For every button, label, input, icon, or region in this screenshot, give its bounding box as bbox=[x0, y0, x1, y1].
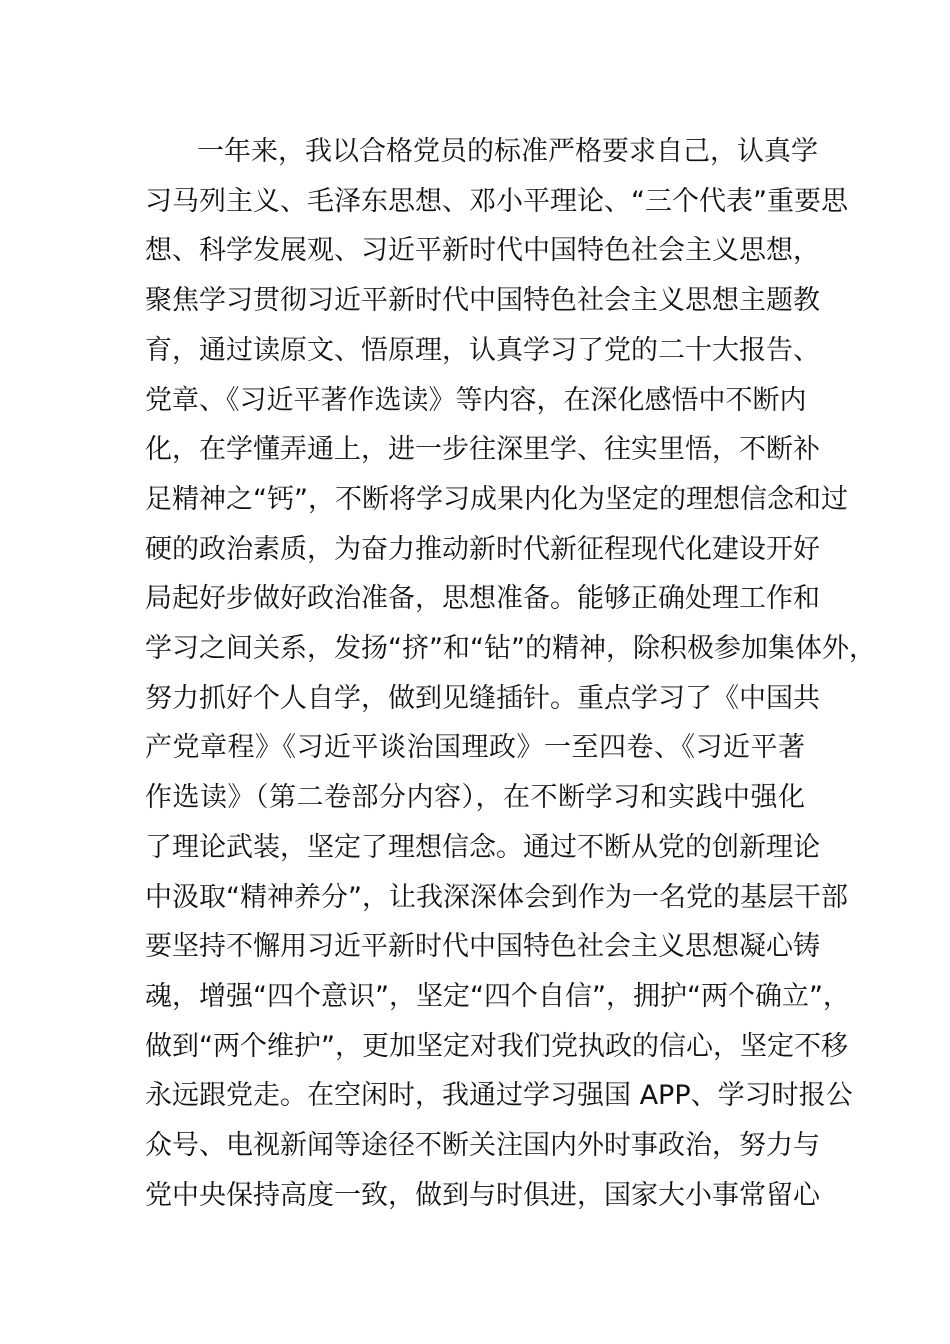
paragraph-line: 育，通过读原文、悟原理，认真学习了党的二十大报告、 bbox=[145, 334, 820, 366]
paragraph-line: 了理论武装，坚定了理想信念。通过不断从党的创新理论 bbox=[145, 831, 820, 863]
paragraph-line: 党中央保持高度一致，做到与时俱进，国家大小事常留心 bbox=[145, 1179, 820, 1211]
paragraph-line: 众号、电视新闻等途径不断关注国内外时事政治，努力与 bbox=[145, 1130, 820, 1161]
paragraph-line: 局起好步做好政治准备，思想准备。能够正确处理工作和 bbox=[145, 583, 820, 615]
paragraph-line: 聚焦学习贯彻习近平新时代中国特色社会主义思想主题教 bbox=[145, 285, 820, 317]
paragraph-line: 硬的政治素质，为奋力推动新时代新征程现代化建设开好 bbox=[145, 533, 820, 565]
paragraph-line: 永远跟党走。在空闲时，我通过学习强国 APP、学习时报公 bbox=[145, 1080, 853, 1112]
paragraph-line: 足精神之“钙”，不断将学习成果内化为坚定的理想信念和过 bbox=[145, 483, 848, 515]
paragraph-line: 想、科学发展观、习近平新时代中国特色社会主义思想， bbox=[145, 235, 820, 267]
paragraph-line: 化，在学懂弄通上，进一步往深里学、往实里悟，不断补 bbox=[145, 434, 820, 466]
paragraph-line: 产党章程》《习近平谈治国理政》一至四卷、《习近平著 bbox=[145, 732, 805, 764]
paragraph-line: 作选读》（第二卷部分内容），在不断学习和实践中强化 bbox=[145, 782, 805, 814]
paragraph-line: 做到“两个维护”，更加坚定对我们党执政的信心，坚定不移 bbox=[145, 1030, 848, 1062]
paragraph-line: 努力抓好个人自学，做到见缝插针。重点学习了《中国共 bbox=[145, 682, 820, 714]
paragraph-line: 一年来，我以合格党员的标准严格要求自己，认真学 bbox=[197, 136, 818, 167]
paragraph-line: 魂，增强“四个意识”，坚定“四个自信”，拥护“两个确立”， bbox=[145, 980, 850, 1012]
paragraph-line: 党章、《习近平著作选读》等内容，在深化感悟中不断内 bbox=[145, 384, 807, 416]
paragraph-line: 要坚持不懈用习近平新时代中国特色社会主义思想凝心铸 bbox=[145, 931, 820, 963]
paragraph-line: 学习之间关系，发扬“挤”和“钻”的精神，除积极参加集体外， bbox=[145, 633, 876, 664]
paragraph-line: 习马列主义、毛泽东思想、邓小平理论、“三个代表”重要思 bbox=[145, 185, 848, 217]
paragraph-line: 中汲取“精神养分”，让我深深体会到作为一名党的基层干部 bbox=[145, 881, 848, 913]
